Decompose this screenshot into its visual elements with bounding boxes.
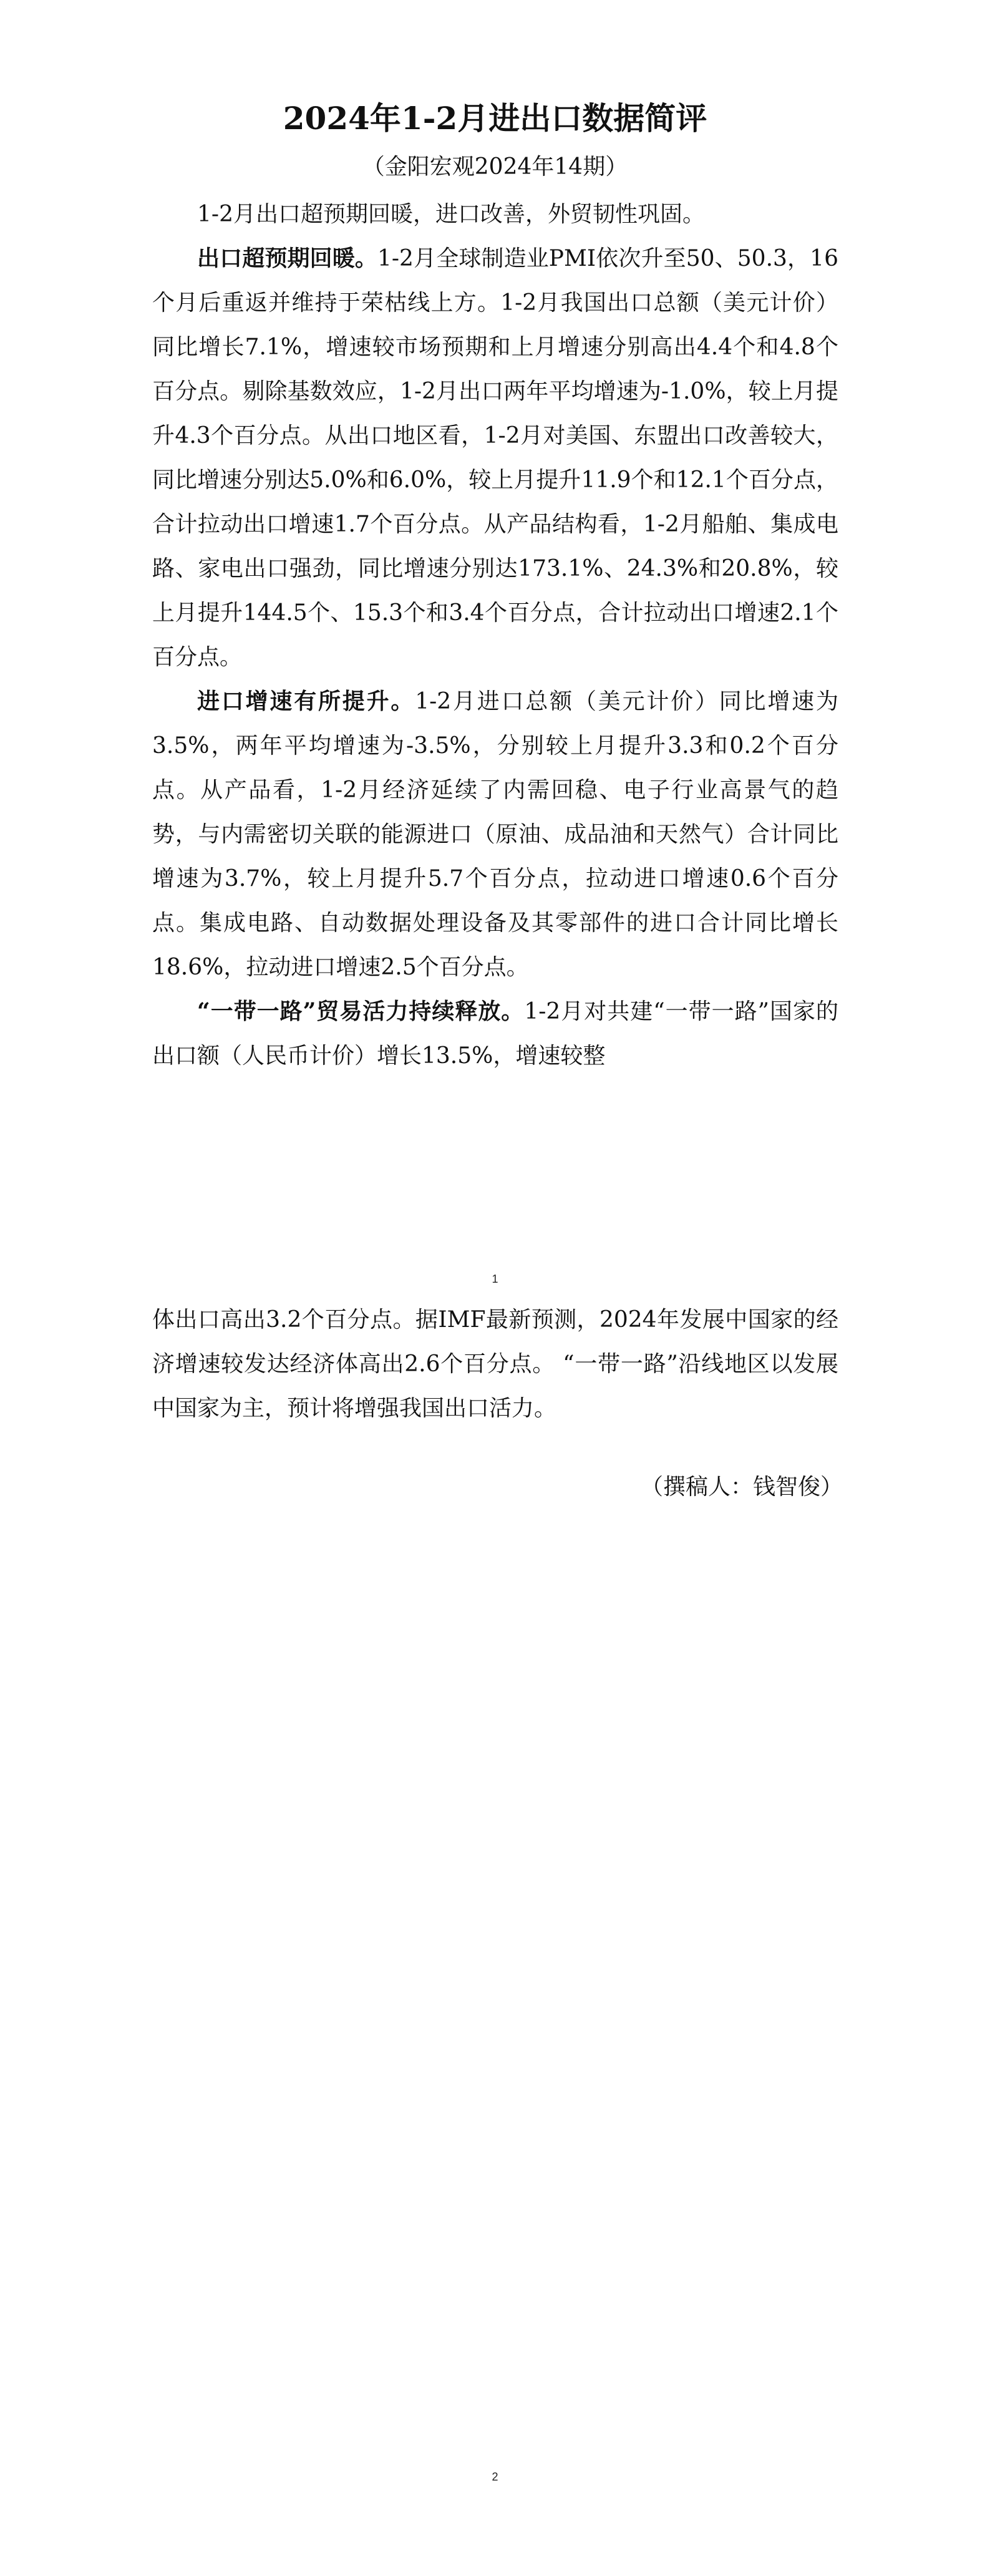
intro-paragraph: 1-2月出口超预期回暖，进口改善，外贸韧性巩固。 <box>197 202 705 227</box>
section-import-paragraph <box>152 679 838 989</box>
section-belt-road-paragraph <box>152 989 838 1078</box>
section-heading: “一带一路”贸易活力持续释放。 <box>197 998 525 1024</box>
section-heading: 进口增速有所提升。 <box>197 688 415 714</box>
document-title: 2024年1-2月进出口数据简评 <box>283 100 707 137</box>
section-export-paragraph <box>152 236 838 679</box>
body-text-page-1 <box>152 192 838 1078</box>
section-text: 1-2月对共建“一带一路”国家的出口额（人民币计价）增长13.5%，增速较整 <box>152 999 838 1069</box>
section-heading: 出口超预期回暖。 <box>197 245 377 271</box>
document-subtitle: （金阳宏观2024年14期） <box>362 154 628 180</box>
section-text: 1-2月进口总额（美元计价）同比增速为3.5%，两年平均增速为-3.5%，分别较上月提升3.3和0.2个百分点。从产品看，1-2月经济延续了内需回稳、电子行业高景气的趋势，与内需密切关联的能源进口（原油、成品油和天然气）合计同比增速为3.7%，较上月提升5.7个百分点，拉动进口增速0.6个百分点。集成电路、自动数据处理设备及其零部件的进口合计同比增长18.6%，拉动进口增速2.5个百分点。 <box>152 689 838 980</box>
continuation-paragraph: 体出口高出3.2个百分点。据IMF最新预测，2024年发展中国家的经济增速较发达经济体高出2.6个百分点。 “一带一路”沿线地区以发展中国家为主，预计将增强我国出口活力。 <box>152 1307 838 1421</box>
page-number: 2 <box>492 2471 498 2483</box>
page-number: 1 <box>492 1273 498 1285</box>
author-credit: （撰稿人：钱智俊） <box>640 1474 843 1500</box>
section-text: 1-2月全球制造业PMI依次升至50、50.3，16个月后重返并维持于荣枯线上方。1-2月我国出口总额（美元计价）同比增长7.1%，增速较市场预期和上月增速分别高出4.4个和4.8个百分点。剔除基数效应，1-2月出口两年平均增速为-1.0%，较上月提升4.3个百分点。从出口地区看，1-2月对美国、东盟出口改善较大，同比增速分别达5.0%和6.0%，较上月提升11.9个和12.1个百分点，合计拉动出口增速1.7个百分点。从产品结构看，1-2月船舶、集成电路、家电出口强劲，同比增速分别达173.1%、24.3%和20.8%，较上月提升144.5个、15.3个和3.4个百分点，合计拉动出口增速2.1个百分点。 <box>152 246 838 670</box>
body-text-continuation <box>152 1298 838 1431</box>
